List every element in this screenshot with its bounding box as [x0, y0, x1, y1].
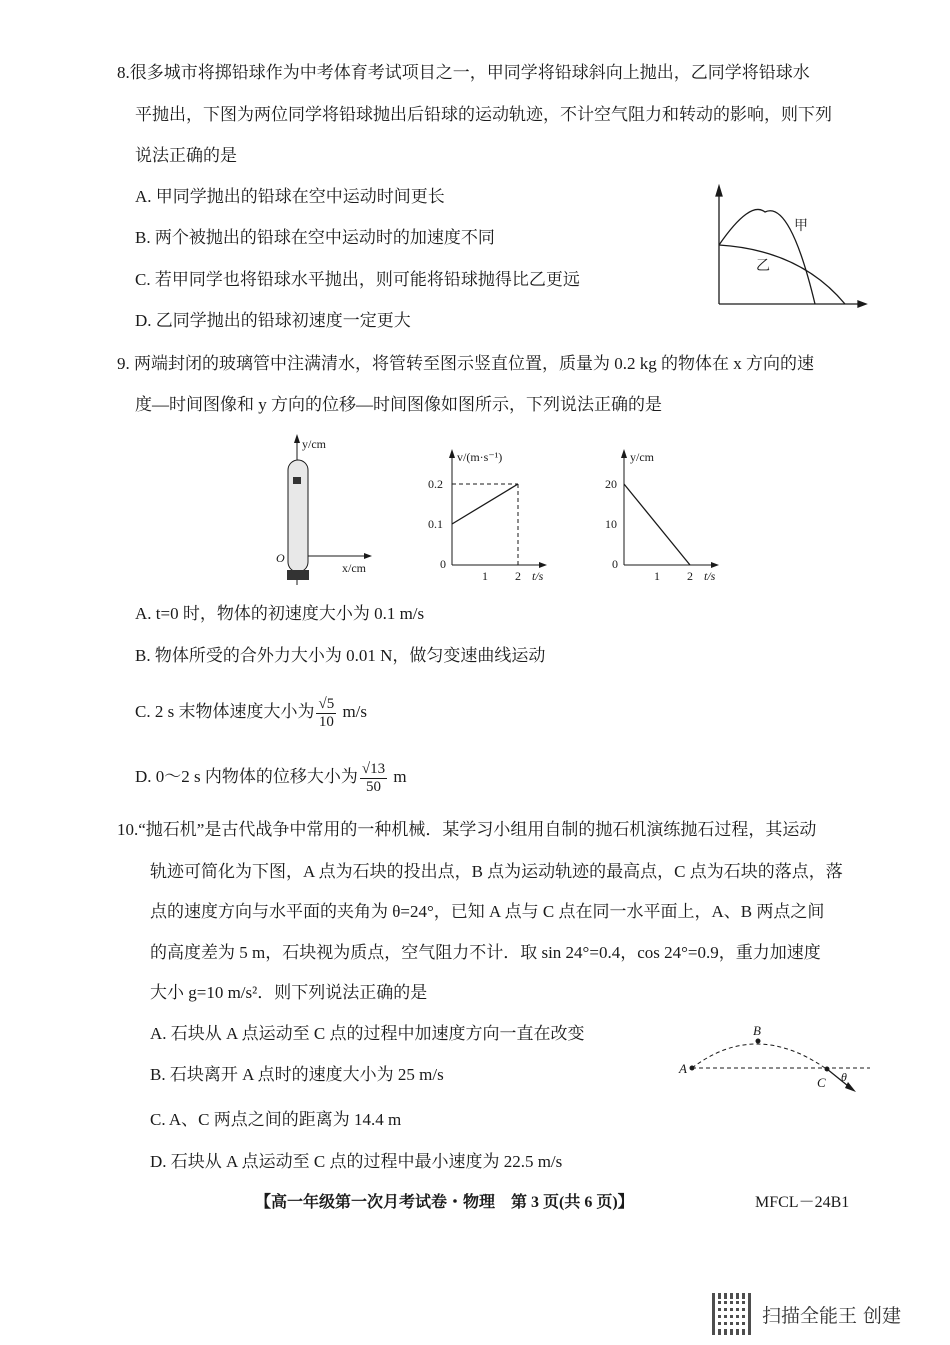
denominator: 10	[318, 713, 334, 730]
yt-y-label: y/cm	[630, 450, 654, 464]
point-a-label: A	[679, 1061, 687, 1076]
fraction	[360, 761, 387, 796]
vt-x-label: t/s	[532, 569, 544, 583]
q9-option-a: A. t=0 时，物体的初速度大小为 0.1 m/s	[135, 604, 425, 623]
point-b-label: B	[753, 1023, 761, 1038]
q9-stem-line-1: 9. 两端封闭的玻璃管中注满清水，将管转至图示竖直位置，质量为 0.2 kg 的物体在 x 方向的速	[117, 354, 814, 373]
q10-option-b: B. 石块离开 A 点时的速度大小为 25 m/s	[150, 1065, 444, 1084]
q9-option-d-prefix: D. 0～2 s 内物体的位移大小为	[135, 767, 358, 786]
q10-stem-line-5: 大小 g=10 m/s²．则下列说法正确的是	[150, 983, 428, 1002]
yt-x-label: t/s	[704, 569, 716, 583]
object-block-icon	[293, 477, 301, 484]
tube-figure	[276, 434, 372, 585]
q9-stem-line-2: 度—时间图像和 y 方向的位移—时间图像如图所示，下列说法正确的是	[135, 395, 662, 414]
yt-line	[624, 484, 690, 565]
label-yi: 乙	[756, 259, 770, 274]
fraction	[316, 696, 336, 731]
glass-tube-icon	[288, 460, 308, 572]
q9-option-d-suffix: m	[389, 767, 407, 786]
yt-tick: 20	[605, 477, 617, 491]
denominator: 50	[366, 778, 382, 795]
vt-graph	[428, 449, 547, 583]
theta-label: θ	[841, 1070, 847, 1084]
q8-stem-line-2: 平抛出，下图为两位同学将铅球抛出后铅球的运动轨迹，不计空气阻力和转动的影响，则下列	[135, 105, 832, 124]
q8-option-b: B. 两个被抛出的铅球在空中运动时的加速度不同	[135, 228, 495, 247]
point-c-label: C	[817, 1075, 826, 1090]
q10-stem-line-4: 的高度差为 5 m，石块视为质点，空气阻力不计．取 sin 24°=0.4，cos 24°=0.9，重力加速度	[150, 943, 821, 962]
vt-tick: 0.1	[428, 517, 443, 531]
q9-option-c	[135, 695, 367, 731]
q10-trajectory-figure	[672, 1020, 882, 1100]
tube-origin: O	[276, 551, 285, 565]
page-footer: 【高一年级第一次月考试卷・物理 第 3 页(共 6 页)】	[255, 1194, 634, 1211]
q8-trajectory-figure	[700, 180, 880, 315]
yt-tick: 10	[605, 517, 617, 531]
yt-tick: 2	[687, 569, 693, 583]
q8-stem-line-3: 说法正确的是	[135, 146, 237, 165]
vt-tick: 1	[482, 569, 488, 583]
q9-option-b: B. 物体所受的合外力大小为 0.01 N，做匀变速曲线运动	[135, 646, 546, 665]
q10-option-a: A. 石块从 A 点运动至 C 点的过程中加速度方向一直在改变	[150, 1024, 585, 1043]
q9-option-c-suffix: m/s	[338, 702, 368, 721]
q10-option-c: C. A、C 两点之间的距离为 14.4 m	[150, 1110, 402, 1129]
label-jia: 甲	[794, 219, 808, 234]
trajectory-path	[692, 1044, 825, 1068]
trajectory-yi	[719, 245, 845, 304]
yt-tick: 1	[654, 569, 660, 583]
vt-tick: 2	[515, 569, 521, 583]
q10-stem-line-2: 轨迹可简化为下图，A 点为石块的投出点，B 点为运动轨迹的最高点，C 点为石块的落点，落	[150, 862, 843, 881]
paper-code: MFCL－24B1	[755, 1194, 850, 1211]
scanner-watermark	[712, 1293, 901, 1335]
yt-graph	[605, 449, 719, 583]
yt-tick: 0	[612, 557, 618, 571]
q8-option-d: D. 乙同学抛出的铅球初速度一定更大	[135, 311, 411, 330]
vt-tick: 0.2	[428, 477, 443, 491]
q9-option-d	[135, 760, 407, 796]
vt-y-label: v/(m·s⁻¹)	[457, 450, 503, 464]
vt-line	[452, 484, 518, 524]
q9-option-c-prefix: C. 2 s 末物体速度大小为	[135, 702, 315, 721]
numerator: √13	[361, 760, 386, 777]
vt-tick: 0	[440, 557, 446, 571]
tube-x-label: x/cm	[342, 561, 366, 575]
tube-y-label: y/cm	[302, 437, 326, 451]
q10-stem-line-3: 点的速度方向与水平面的夹角为 θ=24°，已知 A 点与 C 点在同一水平面上，A、B 两点之间	[150, 902, 825, 921]
q8-option-c: C. 若甲同学也将铅球水平抛出，则可能将铅球抛得比乙更远	[135, 270, 580, 289]
q9-figures	[270, 425, 740, 595]
q10-option-d: D. 石块从 A 点运动至 C 点的过程中最小速度为 22.5 m/s	[150, 1152, 563, 1171]
numerator: √5	[318, 695, 335, 712]
qr-code-icon	[712, 1293, 754, 1335]
q8-option-a: A. 甲同学抛出的铅球在空中运动时间更长	[135, 187, 445, 206]
q8-stem-line-1: 8.很多城市将掷铅球作为中考体育考试项目之一，甲同学将铅球斜向上抛出，乙同学将铅球水	[117, 63, 810, 82]
watermark-text: 扫描全能王 创建	[762, 1304, 902, 1327]
q10-stem-line-1: 10.“抛石机”是古代战争中常用的一种机械．某学习小组用自制的抛石机演练抛石过程，其运动	[117, 820, 817, 839]
